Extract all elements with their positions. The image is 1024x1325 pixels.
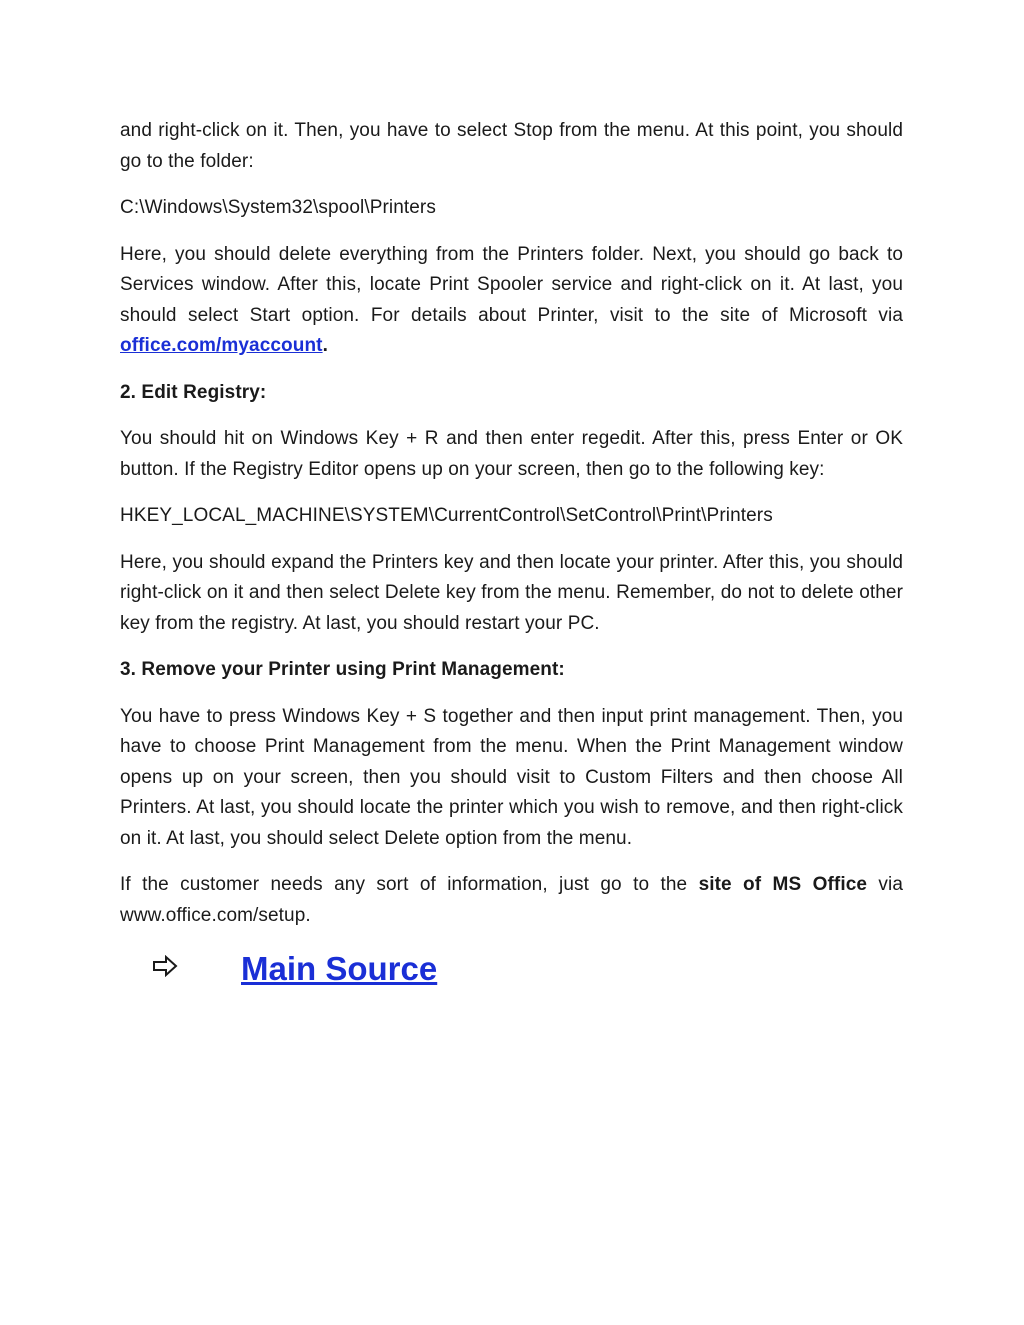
paragraph-regedit: You should hit on Windows Key + R and then enter regedit. After this, press Enter or OK button. If the Registry Editor opens up on your screen, then go to the following key:	[120, 428, 903, 480]
paragraph-period: .	[322, 335, 328, 356]
paragraph-ms-office-setup	[120, 870, 903, 931]
heading-print-management: 3. Remove your Printer using Print Management:	[120, 659, 565, 680]
main-source-row	[120, 947, 903, 999]
paragraph-ms-office-end: via www.office.com/setup.	[120, 874, 904, 926]
spool-folder-path: C:\Windows\System32\spool\Printers	[120, 197, 436, 218]
registry-key-path: HKEY_LOCAL_MACHINE\SYSTEM\CurrentControl\SetControl\Print\Printers	[120, 505, 773, 526]
office-myaccount-link[interactable]: office.com/myaccount	[120, 335, 323, 356]
paragraph-stop-spooler: and right-click on it. Then, you have to select Stop from the menu. At this point, you should go to the folder:	[120, 120, 903, 172]
document-page	[120, 116, 903, 999]
paragraph-ms-office-text: If the customer needs any sort of information, just go to the	[120, 874, 699, 895]
heading-edit-registry: 2. Edit Registry:	[120, 381, 267, 403]
paragraph-expand-printers: Here, you should expand the Printers key and then locate your printer. After this, you should right-click on it and then select Delete key from the menu. Remember, do not to delete other key from the registry. At last, you should restart your PC.	[120, 551, 903, 634]
ms-office-bold-text: site of MS Office	[698, 874, 868, 895]
paragraph-print-management: You have to press Windows Key + S together and then input print management. Then, you have to choose Print Management from the menu. When the Print Management window opens up on your screen, then you should visit to Custom Filters and then choose All Printers. At last, you should locate the printer which you wish to remove, and then right-click on it. At last, you should select Delete option from the menu.	[120, 705, 903, 849]
right-arrow-outline-icon	[152, 955, 180, 977]
paragraph-delete-printers-text: Here, you should delete everything from the Printers folder. Next, you should go back to Services window. After this, locate Print Spooler service and right-click on it. At last, you should select Start option. For details about Printer, visit to the site of Microsoft via	[120, 243, 903, 326]
main-source-link[interactable]: Main Source	[241, 950, 438, 987]
paragraph-delete-printers	[120, 240, 903, 362]
